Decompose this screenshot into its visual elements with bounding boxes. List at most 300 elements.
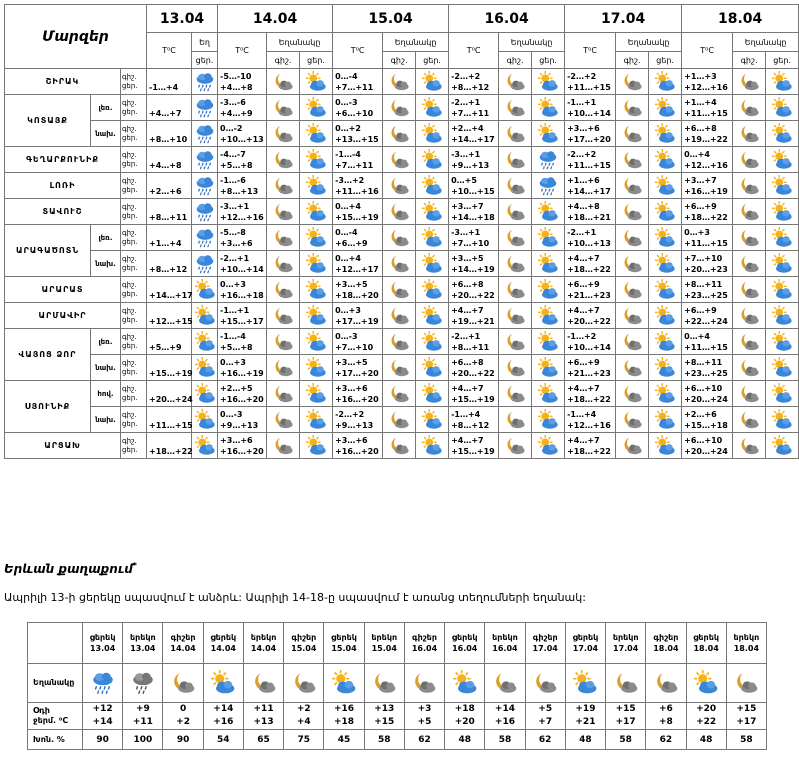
night-icon-cell	[616, 69, 649, 95]
night-icon-cell	[383, 147, 416, 173]
period-humidity: 45	[324, 730, 364, 750]
day-icon-cell	[532, 199, 565, 225]
night-icon-cell	[733, 303, 766, 329]
night-icon-cell	[616, 147, 649, 173]
weather-icon-13	[192, 329, 218, 355]
night-icon-cell	[383, 95, 416, 121]
temperature-cell: 0…-3 +7…+10	[333, 329, 383, 355]
day-icon-cell	[766, 277, 799, 303]
day-icon-cell	[649, 147, 682, 173]
sun-cloud-icon	[416, 331, 448, 353]
sun-cloud-icon	[416, 253, 448, 275]
temp-header-3: T⁰C	[449, 33, 499, 69]
subregion-label: լեռ.	[91, 225, 121, 251]
night-icon-cell	[733, 225, 766, 251]
sun-cloud-icon	[566, 670, 605, 696]
sun-cloud-icon	[649, 227, 681, 249]
temperature-cell: -1…+1 +15…+17	[218, 303, 267, 329]
period-temperature: +16 +18	[324, 703, 364, 730]
sun-cloud-icon	[649, 279, 681, 301]
moon-cloud-icon	[733, 279, 765, 301]
day-icon-cell	[416, 95, 449, 121]
rain-icon	[532, 175, 564, 197]
night-icon-cell	[383, 199, 416, 225]
date-header-13: 13.04	[147, 5, 218, 33]
day-icon-cell	[300, 173, 333, 199]
day-icon-cell	[766, 303, 799, 329]
period-header: գիշեր 14.04	[163, 623, 203, 664]
region-row	[5, 329, 799, 355]
weather-icon-13	[192, 407, 218, 433]
period-header: ցերեկ 17.04	[565, 623, 605, 664]
temperature-cell: +6…+8 +20…+22	[449, 277, 499, 303]
weather-icon-13	[192, 225, 218, 251]
period-weather-icon	[646, 664, 686, 703]
moon-cloud-icon	[733, 201, 765, 223]
night-icon-cell	[267, 121, 300, 147]
region-row	[5, 225, 799, 251]
sun-cloud-icon	[416, 227, 448, 249]
sun-cloud-icon	[300, 383, 332, 405]
day-icon-cell	[532, 433, 565, 459]
region-name: ԿՈՏԱՅՔ	[5, 95, 91, 147]
sun-cloud-icon	[416, 435, 448, 457]
period-weather-icon	[445, 664, 485, 703]
time-of-day-label: գիշ. ցեր.	[121, 95, 147, 121]
weather-icon-13	[192, 69, 218, 95]
moon-cloud-icon	[616, 383, 648, 405]
time-of-day-label: գիշ. ցեր.	[121, 433, 147, 459]
night-icon-cell	[733, 199, 766, 225]
moon-cloud-icon	[499, 123, 531, 145]
temperature-cell: 0…+3 +16…+19	[218, 355, 267, 381]
moon-cloud-icon	[499, 357, 531, 379]
night-icon-cell	[499, 121, 532, 147]
period-header: երեկո 16.04	[485, 623, 525, 664]
temperature-cell: 0…+4 +12…+16	[682, 147, 733, 173]
sun-cloud-icon	[416, 97, 448, 119]
temperature-cell: -2…+2 +11…+15	[565, 147, 616, 173]
night-icon-cell	[616, 407, 649, 433]
sun-cloud-icon	[649, 201, 681, 223]
moon-cloud-icon	[616, 279, 648, 301]
temperature-13: +4…+7	[147, 95, 192, 121]
temperature-13: -1…+4	[147, 69, 192, 95]
day-icon-cell	[300, 433, 333, 459]
day-icon-cell	[649, 95, 682, 121]
moon-cloud-icon	[383, 175, 415, 197]
period-weather-icon	[83, 664, 123, 703]
sun-cloud-icon	[300, 435, 332, 457]
moon-cloud-icon	[616, 175, 648, 197]
sun-cloud-icon	[649, 71, 681, 93]
night-icon-cell	[616, 251, 649, 277]
time-of-day-label: գիշ. ցեր.	[121, 407, 147, 433]
period-humidity: 65	[243, 730, 283, 750]
day-icon-cell	[766, 199, 799, 225]
moon-cloud-icon	[616, 409, 648, 431]
temperature-cell: +3…+6 +16…+20	[333, 381, 383, 407]
sun-cloud-icon	[416, 383, 448, 405]
period-header: երեկո 14.04	[243, 623, 283, 664]
day-icon-cell	[766, 173, 799, 199]
temperature-cell: +4…+7 +18…+22	[565, 433, 616, 459]
moon-cloud-icon	[383, 383, 415, 405]
weather-icon-13	[192, 303, 218, 329]
night-icon-cell	[733, 381, 766, 407]
period-header: ցերեկ 15.04	[324, 623, 364, 664]
yerevan-forecast-table	[27, 622, 767, 750]
day-icon-cell	[532, 407, 565, 433]
moon-cloud-icon	[733, 305, 765, 327]
moon-cloud-icon	[383, 435, 415, 457]
night-icon-cell	[499, 95, 532, 121]
sun-cloud-icon	[649, 409, 681, 431]
day-icon-cell	[416, 355, 449, 381]
rain-icon	[192, 149, 217, 171]
sun-cloud-icon	[649, 175, 681, 197]
day-icon-cell	[766, 95, 799, 121]
night-header-5: գիշ.	[733, 52, 766, 69]
moon-cloud-icon	[616, 435, 648, 457]
day-icon-cell	[300, 381, 333, 407]
rain-icon	[83, 670, 122, 696]
night-icon-cell	[383, 251, 416, 277]
moon-cloud-icon	[616, 71, 648, 93]
subregion-label: նախ.	[91, 355, 121, 381]
temperature-cell: -2…+1 +8…+11	[449, 329, 499, 355]
day-header-2: ցեր.	[416, 52, 449, 69]
temperature-cell: +4…+7 +20…+22	[565, 303, 616, 329]
moon-cloud-icon	[733, 97, 765, 119]
region-row	[5, 69, 799, 95]
period-humidity: 62	[525, 730, 565, 750]
moon-cloud-icon	[616, 97, 648, 119]
night-icon-cell	[733, 407, 766, 433]
temperature-cell: -5…-8 +3…+6	[218, 225, 267, 251]
day-icon-cell	[300, 277, 333, 303]
temperature-cell: +3…+6 +16…+20	[218, 433, 267, 459]
moon-cloud-icon	[267, 435, 299, 457]
period-temperature: +19 +21	[565, 703, 605, 730]
region-name: ԱՐԱԳԱԾՈՏՆ	[5, 225, 91, 277]
temperature-cell: +3…+5 +18…+20	[333, 277, 383, 303]
moon-cloud-icon	[383, 279, 415, 301]
temperature-cell: -1…+2 +10…+14	[565, 329, 616, 355]
weather-icon-13	[192, 199, 218, 225]
sun-cloud-icon	[766, 383, 798, 405]
time-of-day-label: գիշ. ցեր.	[121, 329, 147, 355]
day-icon-cell	[532, 225, 565, 251]
period-weather-icon	[243, 664, 283, 703]
weather-icon-13	[192, 121, 218, 147]
sun-cloud-icon	[766, 123, 798, 145]
moon-cloud-icon	[606, 670, 645, 696]
night-icon-cell	[499, 303, 532, 329]
sun-cloud-icon	[766, 357, 798, 379]
sun-cloud-icon	[416, 149, 448, 171]
time-of-day-label: գիշ. ցեր.	[121, 69, 147, 95]
weather-header-4: Եղանակը	[616, 33, 682, 52]
sun-cloud-icon	[532, 331, 564, 353]
night-icon-cell	[267, 251, 300, 277]
temperature-cell: +7…+10 +20…+23	[682, 251, 733, 277]
region-name: ԱՐԱՐԱՏ	[5, 277, 121, 303]
day-icon-cell	[766, 147, 799, 173]
day-icon-cell	[416, 407, 449, 433]
moon-cloud-icon	[499, 331, 531, 353]
moon-cloud-icon	[733, 175, 765, 197]
night-icon-cell	[383, 407, 416, 433]
moon-cloud-icon	[284, 670, 323, 696]
sun-cloud-icon	[416, 71, 448, 93]
period-header: գիշեր 18.04	[646, 623, 686, 664]
rain-icon	[532, 149, 564, 171]
temperature-cell: -2…+2 +8…+12	[449, 69, 499, 95]
region-row	[5, 355, 799, 381]
day-icon-cell	[649, 173, 682, 199]
regions-header: Մարզեր	[5, 5, 147, 69]
region-name: ՇԻՐԱԿ	[5, 69, 121, 95]
night-icon-cell	[267, 277, 300, 303]
weather-icon-13	[192, 355, 218, 381]
sun-cloud-icon	[416, 409, 448, 431]
period-weather-icon	[163, 664, 203, 703]
moon-cloud-icon	[499, 175, 531, 197]
period-humidity: 90	[83, 730, 123, 750]
sun-cloud-icon	[192, 331, 217, 353]
period-weather-icon	[404, 664, 444, 703]
night-icon-cell	[267, 95, 300, 121]
region-name: ՎԱՅՈՑ ՁՈՐ	[5, 329, 91, 381]
temperature-cell: +4…+8 +18…+21	[565, 199, 616, 225]
moon-cloud-icon	[383, 409, 415, 431]
moon-cloud-icon	[267, 331, 299, 353]
temperature-cell: 0…+4 +15…+19	[333, 199, 383, 225]
day-icon-cell	[649, 433, 682, 459]
temperature-cell: -1…-6 +8…+13	[218, 173, 267, 199]
sun-cloud-icon	[300, 305, 332, 327]
period-humidity: 62	[646, 730, 686, 750]
sun-cloud-icon	[300, 175, 332, 197]
temperature-cell: 0…+4 +12…+17	[333, 251, 383, 277]
sun-cloud-icon	[766, 149, 798, 171]
night-icon-cell	[499, 329, 532, 355]
period-header: երեկո 15.04	[364, 623, 404, 664]
temperature-13: +2…+6	[147, 173, 192, 199]
day-icon-cell	[300, 407, 333, 433]
temperature-13: +1…+4	[147, 225, 192, 251]
temperature-cell: +6…+8 +19…+22	[682, 121, 733, 147]
moon-cloud-icon	[733, 357, 765, 379]
temperature-13: +18…+22	[147, 433, 192, 459]
temp-header-2: T⁰C	[333, 33, 383, 69]
time-of-day-label: գիշ. ցեր.	[121, 303, 147, 329]
sun-cloud-icon	[416, 305, 448, 327]
sun-cloud-icon	[532, 71, 564, 93]
time-of-day-label: գիշ. ցեր.	[121, 147, 147, 173]
day-icon-cell	[649, 381, 682, 407]
sun-cloud-icon	[532, 201, 564, 223]
moon-cloud-icon	[383, 123, 415, 145]
period-temperature: +18 +20	[445, 703, 485, 730]
period-weather-icon	[123, 664, 163, 703]
period-weather-icon	[606, 664, 646, 703]
day-icon-cell	[300, 225, 333, 251]
day-icon-cell	[416, 277, 449, 303]
moon-cloud-icon	[383, 201, 415, 223]
moon-cloud-icon	[733, 435, 765, 457]
night-icon-cell	[733, 251, 766, 277]
temperature-13: +8…+12	[147, 251, 192, 277]
temperature-cell: 0…-3 +6…+10	[333, 95, 383, 121]
sun-cloud-icon	[532, 227, 564, 249]
temperature-cell: -2…+2 +9…+13	[333, 407, 383, 433]
night-icon-cell	[499, 147, 532, 173]
moon-cloud-icon	[499, 383, 531, 405]
region-row	[5, 121, 799, 147]
moon-cloud-icon	[616, 227, 648, 249]
moon-cloud-icon	[616, 305, 648, 327]
moon-cloud-icon	[267, 123, 299, 145]
night-header-2: գիշ.	[383, 52, 416, 69]
period-weather-icon	[686, 664, 726, 703]
night-icon-cell	[616, 381, 649, 407]
moon-cloud-icon	[244, 670, 283, 696]
night-icon-cell	[267, 199, 300, 225]
moon-cloud-icon	[383, 357, 415, 379]
day-icon-cell	[300, 69, 333, 95]
period-humidity: 100	[123, 730, 163, 750]
night-icon-cell	[267, 433, 300, 459]
moon-cloud-icon	[383, 227, 415, 249]
sun-cloud-icon	[300, 409, 332, 431]
night-icon-cell	[616, 329, 649, 355]
rain-icon	[192, 201, 217, 223]
period-temperature: +6 +8	[646, 703, 686, 730]
day-icon-cell	[532, 121, 565, 147]
night-icon-cell	[383, 303, 416, 329]
period-header: գիշեր 15.04	[284, 623, 324, 664]
night-icon-cell	[383, 69, 416, 95]
day-icon-cell	[300, 329, 333, 355]
temperature-cell: -2…+1 +10…+14	[218, 251, 267, 277]
moon-cloud-icon	[383, 305, 415, 327]
moon-cloud-icon	[733, 383, 765, 405]
sun-cloud-icon	[766, 305, 798, 327]
weather-icon-13	[192, 251, 218, 277]
period-humidity: 48	[565, 730, 605, 750]
temperature-cell: +6…+8 +20…+22	[449, 355, 499, 381]
night-icon-cell	[733, 173, 766, 199]
day-icon-cell	[532, 173, 565, 199]
sun-cloud-icon	[649, 331, 681, 353]
sun-cloud-icon	[532, 383, 564, 405]
sun-cloud-icon	[766, 279, 798, 301]
night-icon-cell	[733, 355, 766, 381]
temperature-cell: -1…+1 +10…+14	[565, 95, 616, 121]
temperature-cell: -1…-4 +5…+8	[218, 329, 267, 355]
moon-cloud-icon	[383, 253, 415, 275]
sun-cloud-icon	[766, 71, 798, 93]
temp-header-13: T⁰C	[147, 33, 192, 69]
night-icon-cell	[267, 355, 300, 381]
period-header: երեկո 18.04	[726, 623, 766, 664]
subregion-label: լեռ.	[91, 329, 121, 355]
temperature-cell: +6…+9 +22…+24	[682, 303, 733, 329]
period-humidity: 58	[364, 730, 404, 750]
region-row	[5, 407, 799, 433]
day-icon-cell	[766, 69, 799, 95]
temperature-cell: +1…+4 +11…+15	[682, 95, 733, 121]
day-icon-cell	[416, 199, 449, 225]
moon-cloud-icon	[499, 97, 531, 119]
sun-cloud-icon	[300, 253, 332, 275]
moon-cloud-icon	[163, 670, 202, 696]
night-icon-cell	[267, 173, 300, 199]
temperature-cell: -3…+1 +7…+10	[449, 225, 499, 251]
period-header: ցերեկ 14.04	[203, 623, 243, 664]
region-row	[5, 381, 799, 407]
time-of-day-label: գիշ. ցեր.	[121, 277, 147, 303]
moon-cloud-icon	[526, 670, 565, 696]
day-icon-cell	[649, 199, 682, 225]
moon-cloud-icon	[733, 253, 765, 275]
period-humidity: 48	[445, 730, 485, 750]
moon-cloud-icon	[727, 670, 766, 696]
cloud-rain-icon	[123, 670, 162, 696]
moon-cloud-icon	[733, 409, 765, 431]
region-name: ՏԱՎՈՒՇ	[5, 199, 121, 225]
period-temperature: +15 +17	[606, 703, 646, 730]
night-icon-cell	[383, 277, 416, 303]
moon-cloud-icon	[616, 357, 648, 379]
region-row	[5, 277, 799, 303]
rain-icon	[192, 123, 217, 145]
moon-cloud-icon	[267, 253, 299, 275]
night-icon-cell	[383, 381, 416, 407]
day-icon-cell	[300, 199, 333, 225]
sun-cloud-icon	[532, 305, 564, 327]
moon-cloud-icon	[267, 409, 299, 431]
period-weather-icon	[485, 664, 525, 703]
sun-cloud-icon	[300, 331, 332, 353]
day-header-4: ցեր.	[649, 52, 682, 69]
sun-cloud-icon	[687, 670, 726, 696]
temperature-cell: 0…+4 +11…+15	[682, 329, 733, 355]
sun-cloud-icon	[649, 383, 681, 405]
region-row	[5, 199, 799, 225]
sun-cloud-icon	[532, 253, 564, 275]
night-icon-cell	[616, 121, 649, 147]
night-icon-cell	[616, 303, 649, 329]
rain-icon	[192, 175, 217, 197]
night-icon-cell	[267, 147, 300, 173]
night-icon-cell	[499, 355, 532, 381]
moon-cloud-icon	[616, 331, 648, 353]
subregion-label: հով.	[91, 381, 121, 407]
moon-cloud-icon	[267, 383, 299, 405]
period-temperature: +14 +16	[485, 703, 525, 730]
bottom-corner	[28, 623, 83, 664]
night-header-4: գիշ.	[616, 52, 649, 69]
moon-cloud-icon	[383, 331, 415, 353]
rain-icon	[192, 97, 217, 119]
period-weather-icon	[726, 664, 766, 703]
temperature-cell: +6…+9 +21…+23	[565, 355, 616, 381]
region-row	[5, 147, 799, 173]
temperature-13: +5…+9	[147, 329, 192, 355]
